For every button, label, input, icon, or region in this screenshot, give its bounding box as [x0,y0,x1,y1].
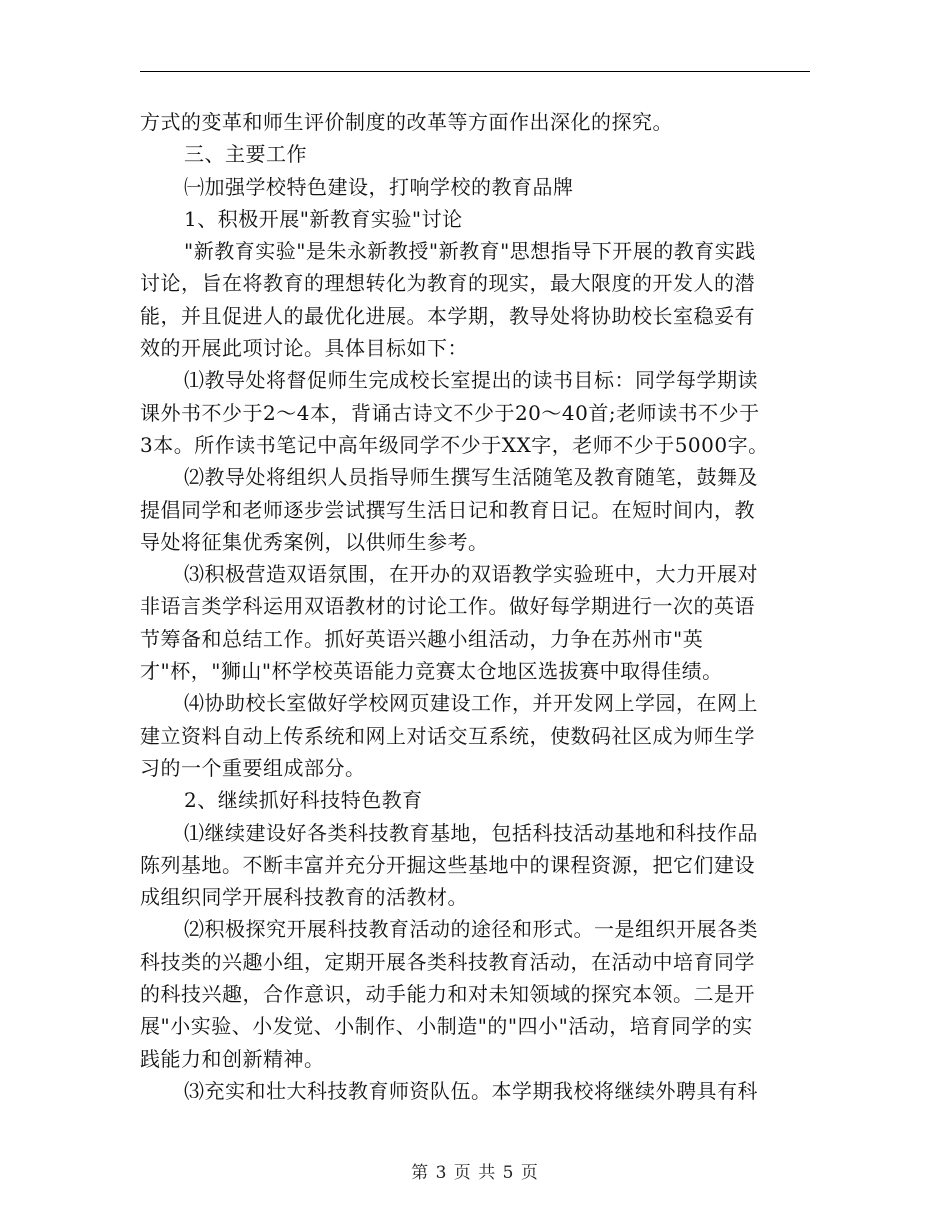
text-line: 讨论，旨在将教育的理想转化为教育的现实，最大限度的开发人的潜 [140,271,755,296]
text-line: ⑴继续建设好各类科技教育基地，包括科技活动基地和科技作品 [184,820,758,845]
text-line: 节筹备和总结工作。抓好英语兴趣小组活动，力争在苏州市"英 [140,626,704,651]
text-line: 方式的变革和师生评价制度的改革等方面作出深化的探究。 [140,110,673,134]
text-line: 提倡同学和老师逐步尝试撰写生活日记和教育日记。在短时间内，教 [140,497,755,522]
header-rule [140,71,810,72]
text-line: 非语言类学科运用双语教材的讨论工作。做好每学期进行一次的英语 [140,594,755,619]
text-line: 成组织同学开展科技教育的活教材。 [140,885,468,910]
text-line: 2、继续抓好科技特色教育 [184,788,423,813]
text-line: 展"小实验、小发觉、小制作、小制造"的"四小"活动，培育同学的实 [140,1014,753,1039]
text-line: 才"杯，"狮山"杯学校英语能力竞赛太仓地区选拔赛中取得佳绩。 [140,659,723,684]
text-line: ⑴教导处将督促师生完成校长室提出的读书目标：同学每学期读 [184,368,758,393]
text-line: 践能力和创新精神。 [140,1046,325,1071]
text-line: 3本。所作读书笔记中高年级同学不少于XX字，老师不少于5000字。 [140,432,769,457]
text-line: ⑶积极营造双语氛围，在开办的双语教学实验班中，大力开展对 [184,562,758,587]
text-line: "新教育实验"是朱永新教授"新教育"思想指导下开展的教育实践 [184,239,756,264]
text-line: 1、积极开展"新教育实验"讨论 [184,206,463,231]
text-line: ㈠加强学校特色建设，打响学校的教育品牌 [184,174,574,199]
text-line: 导处将征集优秀案例，以供师生参考。 [140,529,489,554]
document-body [140,106,810,1107]
text-line: 习的一个重要组成部分。 [140,755,366,780]
text-line: 陈列基地。不断丰富并充分开掘这些基地中的课程资源，把它们建设 [140,852,755,877]
text-line: 课外书不少于2～4本，背诵古诗文不少于20～40首;老师读书不少于 [140,400,760,425]
text-line: 效的开展此项讨论。具体目标如下： [140,336,468,361]
text-line: ⑵积极探究开展科技教育活动的途径和形式。一是组织开展各类 [184,917,758,942]
text-line: 三、主要工作 [184,142,307,167]
text-line: 的科技兴趣，合作意识，动手能力和对未知领域的探究本领。二是开 [140,982,755,1007]
text-line: ⑵教导处将组织人员指导师生撰写生活随笔及教育随笔，鼓舞及 [184,465,758,490]
text-line: 科技类的兴趣小组，定期开展各类科技教育活动，在活动中培育同学 [140,949,755,974]
page-footer: 第 3 页 共 5 页 [411,1163,539,1183]
text-line: 建立资料自动上传系统和网上对话交互系统，使数码社区成为师生学 [140,723,755,748]
text-line: 能，并且促进人的最优化进展。本学期，教导处将协助校长室稳妥有 [140,303,755,328]
text-line: ⑷协助校长室做好学校网页建设工作，并开发网上学园，在网上 [184,691,758,716]
text-line: ⑶充实和壮大科技教育师资队伍。本学期我校将继续外聘具有科 [184,1078,758,1103]
